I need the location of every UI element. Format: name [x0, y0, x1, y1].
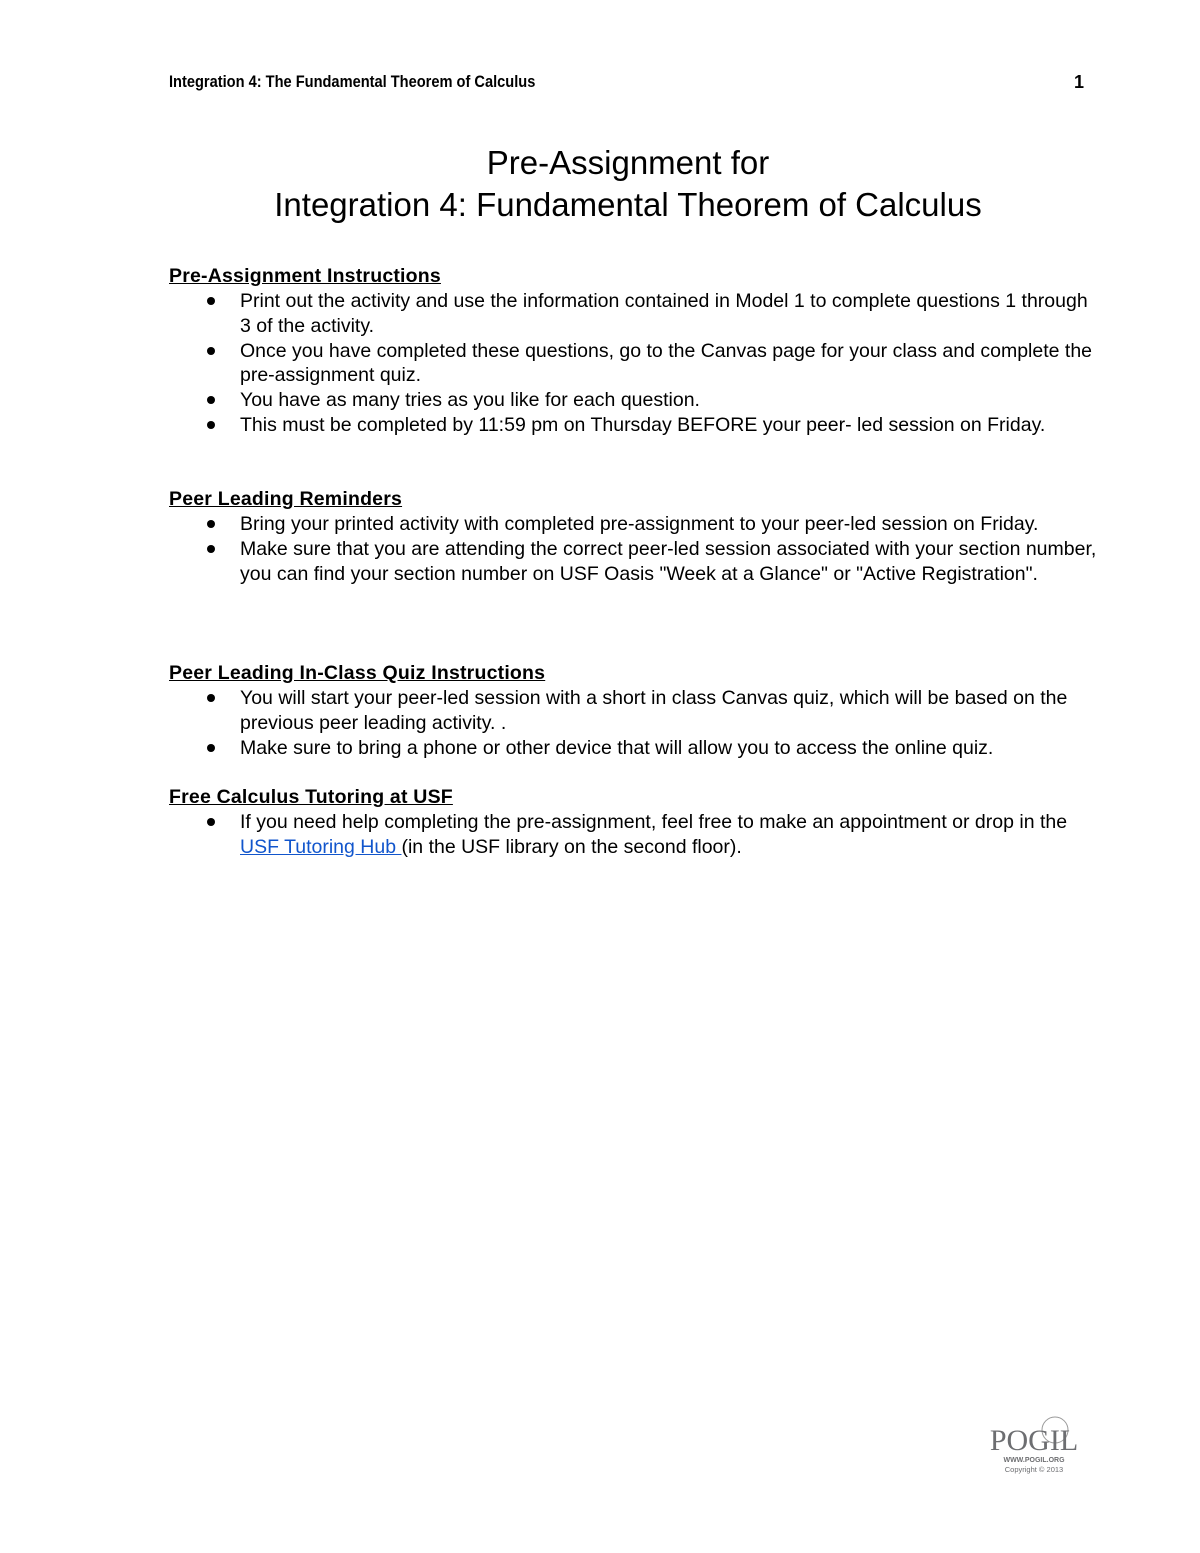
list-item-text: You will start your peer-led session with a short in class Canvas quiz, which will be based on the previous peer leading activity. .: [240, 687, 1068, 734]
bullet-icon: [207, 545, 215, 553]
list-item-text: Print out the activity and use the information contained in Model 1 to complete questions 1 through 3 of the activity.: [240, 290, 1088, 337]
list-item: [169, 388, 1099, 413]
running-header-title: Integration 4: The Fundamental Theorem of Calculus: [169, 72, 536, 91]
page-title: [0, 142, 1200, 226]
page-number: 1: [1074, 72, 1085, 92]
list-item: [169, 686, 1099, 736]
title-line-1: Pre-Assignment for: [486, 144, 770, 181]
list-item: [169, 736, 1099, 761]
logo-url-text: WWW.POGIL.ORG: [1003, 1457, 1065, 1464]
bullet-icon: [207, 694, 215, 702]
logo-wordmark: POGIL: [989, 1424, 1079, 1457]
usf-tutoring-hub-link[interactable]: USF Tutoring Hub: [240, 835, 402, 858]
bullet-icon: [207, 297, 215, 305]
list-item-text-after: (in the USF library on the second floor).: [401, 835, 742, 858]
bullet-list: [169, 686, 1099, 760]
list-item-text: Once you have completed these questions, go to the Canvas page for your class and complete the pre-assignment quiz.: [240, 339, 1093, 387]
logo-copyright: Copyright © 2013: [1004, 1465, 1064, 1474]
title-line-2: Integration 4: Fundamental Theorem of Calculus: [274, 186, 982, 223]
bullet-list: [169, 512, 1099, 586]
section-peer-leading-reminders: [169, 487, 1099, 586]
section-heading: Pre-Assignment Instructions: [169, 265, 441, 287]
running-header: [169, 72, 957, 92]
list-item-text: Bring your printed activity with completed pre-assignment to your peer-led session on Friday.: [240, 513, 1039, 535]
list-item: [169, 537, 1099, 587]
section-heading: Peer Leading Reminders: [169, 488, 403, 510]
list-item: [169, 512, 1099, 537]
list-item-text: If you need help completing the pre-assignment, feel free to make an appointment or drop in the: [240, 811, 1068, 833]
bullet-icon: [207, 818, 215, 826]
list-item-text: Make sure to bring a phone or other device that will allow you to access the online quiz.: [240, 736, 994, 759]
section-free-tutoring: [169, 785, 1099, 860]
section-in-class-quiz-instructions: [169, 661, 1099, 760]
section-heading: Peer Leading In-Class Quiz Instructions: [169, 662, 546, 684]
bullet-icon: [207, 396, 215, 404]
list-item: [169, 339, 1099, 389]
bullet-list: [169, 289, 1099, 438]
list-item-text: This must be completed by 11:59 pm on Thursday BEFORE your peer- led session on Friday.: [240, 413, 1046, 436]
pogil-logo: [984, 1410, 1084, 1480]
section-pre-assignment-instructions: [169, 264, 1099, 438]
bullet-icon: [207, 520, 215, 528]
list-item-text: Make sure that you are attending the correct peer-led session associated with your section number, you can find your section number on USF Oasis "Week at a Glance" or "Active Registration".: [240, 537, 1097, 585]
bullet-icon: [207, 347, 215, 355]
section-heading: Free Calculus Tutoring at USF: [169, 786, 453, 808]
bullet-icon: [207, 744, 215, 752]
bullet-icon: [207, 421, 215, 429]
list-item: [169, 413, 1099, 438]
list-item: [169, 289, 1099, 339]
bullet-list: [169, 810, 1099, 860]
list-item: [169, 810, 1099, 860]
list-item-text: You have as many tries as you like for each question.: [240, 389, 700, 412]
